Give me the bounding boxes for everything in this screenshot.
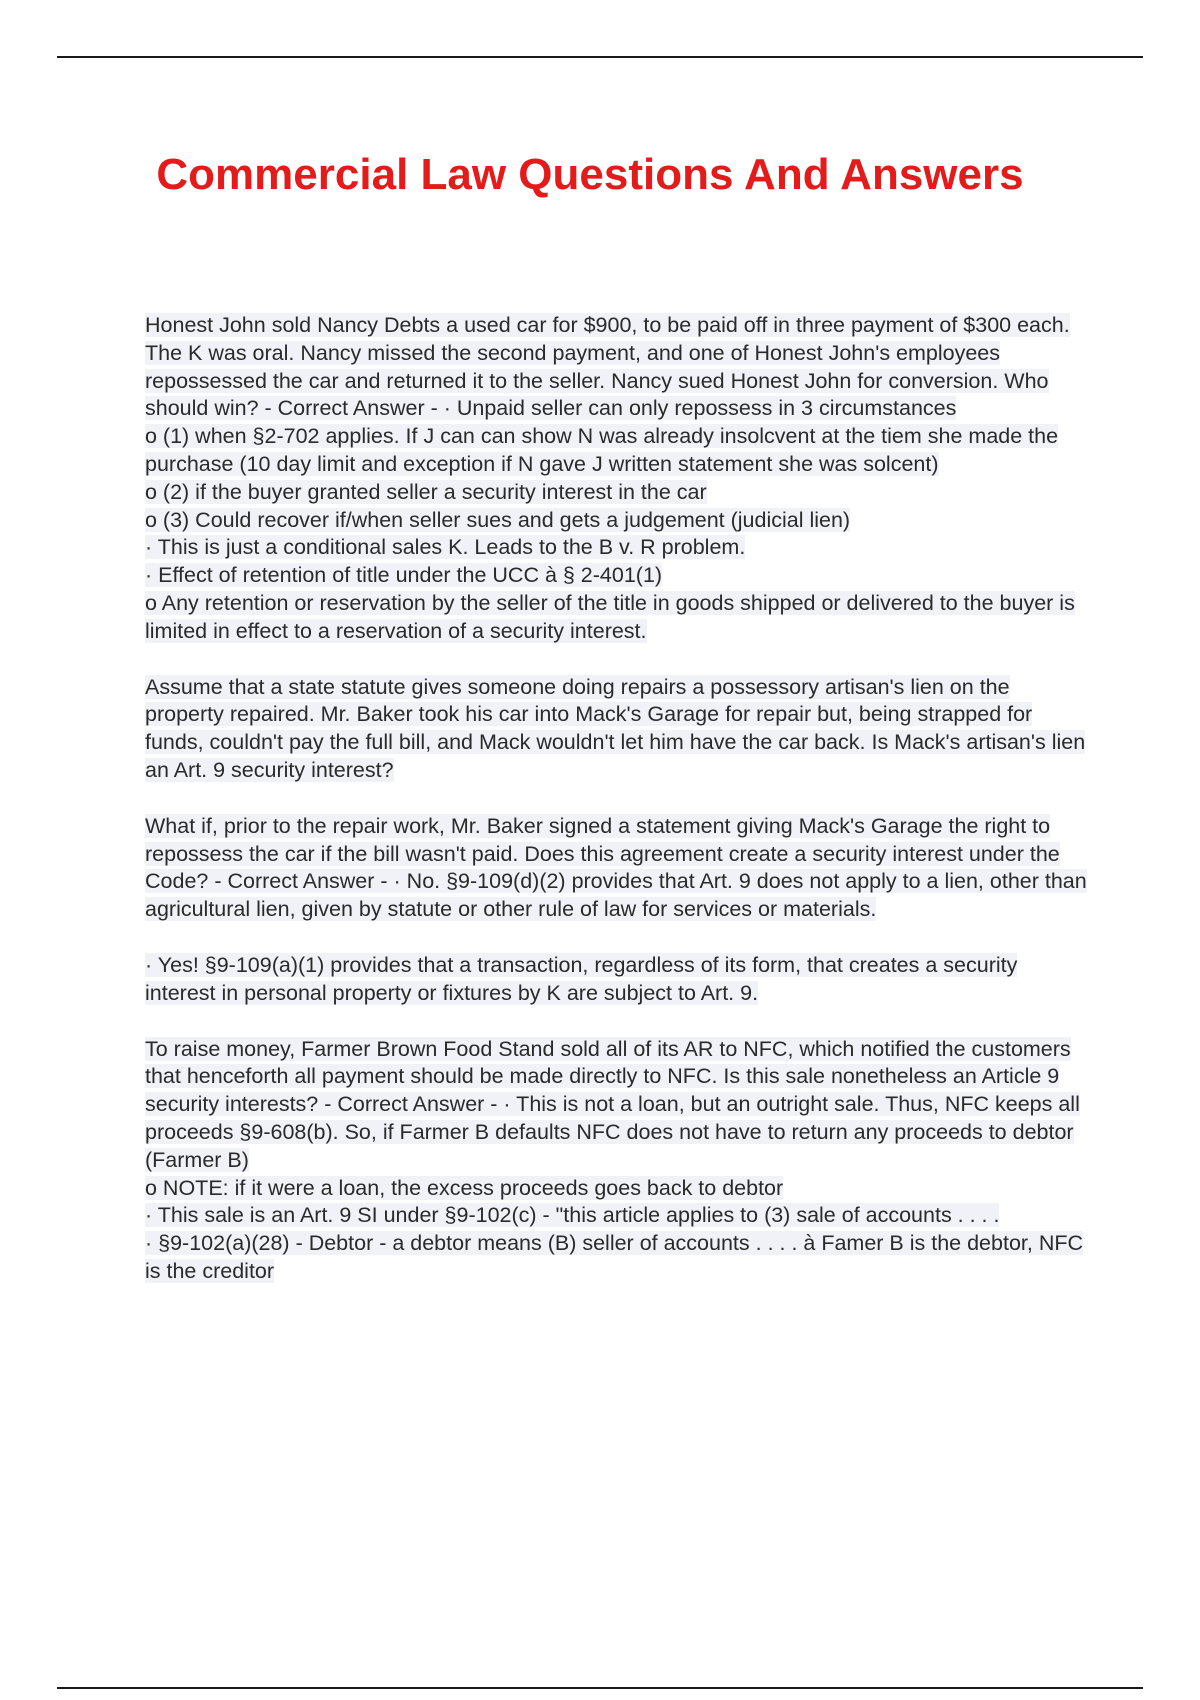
answer-point: o (2) if the buyer granted seller a security interest in the car (145, 479, 707, 504)
answer-point: o Any retention or reservation by the seller of the title in goods shipped or delivered to the buyer is limited in effect to a reservation of a security interest. (145, 590, 1075, 643)
paragraph-line (145, 590, 1090, 646)
document-title: Commercial Law Questions And Answers (156, 150, 1024, 199)
paragraph-line (145, 674, 1090, 785)
paragraph-line (145, 507, 1090, 535)
paragraph-line (145, 534, 1090, 562)
qa-block-repossession-agreement (145, 813, 1090, 924)
qa-block-yes-answer (145, 952, 1090, 1008)
qa-block-artisan-lien (145, 674, 1090, 785)
header-rule (57, 56, 1143, 58)
footer-rule (57, 1687, 1143, 1689)
answer-point: o (1) when §2-702 applies. If J can can show N was already insolcvent at the tiem she made the purchase (10 day limit and exception if N gave J written statement she was solcent) (145, 424, 1059, 476)
question-text: Assume that a state statute gives someone doing repairs a possessory artisan's lien on the property repaired. Mr. Baker took his car into Mack's Garage for repair but, being strapped for funds, couldn't pay the full bill, and Mack wouldn't let him have the car back. Is Mack's artisan's lien an Art. 9 security interest? (145, 674, 1086, 782)
paragraph-line (145, 1202, 1090, 1230)
question-text: What if, prior to the repair work, Mr. Baker signed a statement giving Mack's Garage the right to repossess the car if the bill wasn't paid. Does this agreement create a security interest under the Code? - Correct Answer - · No. §9-109(d)(2) provides that Art. 9 does not apply to a lien, other than agricultural lien, given by statute or other rule of law for services or materials. (145, 813, 1087, 922)
answer-point: o NOTE: if it were a loan, the excess proceeds goes back to debtor (145, 1175, 784, 1200)
paragraph-line (145, 423, 1090, 479)
answer-point: · Effect of retention of title under the UCC à § 2-401(1) (145, 563, 663, 588)
paragraph-line (145, 952, 1090, 1008)
document-body (145, 312, 1090, 1314)
paragraph-line (145, 1230, 1090, 1286)
qa-block-repossession (145, 312, 1090, 646)
paragraph-line (145, 479, 1090, 507)
answer-point: · This sale is an Art. 9 SI under §9-102(c) - "this article applies to (3) sale of accounts . . . . (145, 1203, 1000, 1228)
answer-point: · This is just a conditional sales K. Leads to the B v. R problem. (145, 535, 746, 560)
answer-point: · §9-102(a)(28) - Debtor - a debtor means (B) seller of accounts . . . . à Famer B is the debtor, NFC is the creditor (145, 1231, 1084, 1283)
question-text: To raise money, Farmer Brown Food Stand sold all of its AR to NFC, which notified the customers that henceforth all payment should be made directly to NFC. Is this sale nonetheless an Article 9 security interests? - Correct Answer - · This is not a loan, but an outright sale. Thus, NFC keeps all proceeds §9-608(b). So, if Farmer B defaults NFC does not have to return any proceeds to debtor (Farmer B) (145, 1036, 1080, 1172)
paragraph-line (145, 1175, 1090, 1203)
paragraph-line (145, 562, 1090, 590)
answer-point: o (3) Could recover if/when seller sues and gets a judgement (judicial lien) (145, 507, 851, 532)
paragraph-line (145, 312, 1090, 423)
paragraph-line (145, 1036, 1090, 1175)
qa-block-accounts-sale (145, 1036, 1090, 1286)
paragraph-line (145, 813, 1090, 924)
answer-point: · Yes! §9-109(a)(1) provides that a transaction, regardless of its form, that creates a security interest in personal property or fixtures by K are subject to Art. 9. (145, 952, 1018, 1005)
question-text: Honest John sold Nancy Debts a used car for $900, to be paid off in three payment of $300 each. The K was oral. Nancy missed the second payment, and one of Honest John's employees repossessed the car and returned it to the seller. Nancy sued Honest John for conversion. Who should win? - Correct Answer - · Unpaid seller can only repossess in 3 circumstances (145, 313, 1070, 421)
